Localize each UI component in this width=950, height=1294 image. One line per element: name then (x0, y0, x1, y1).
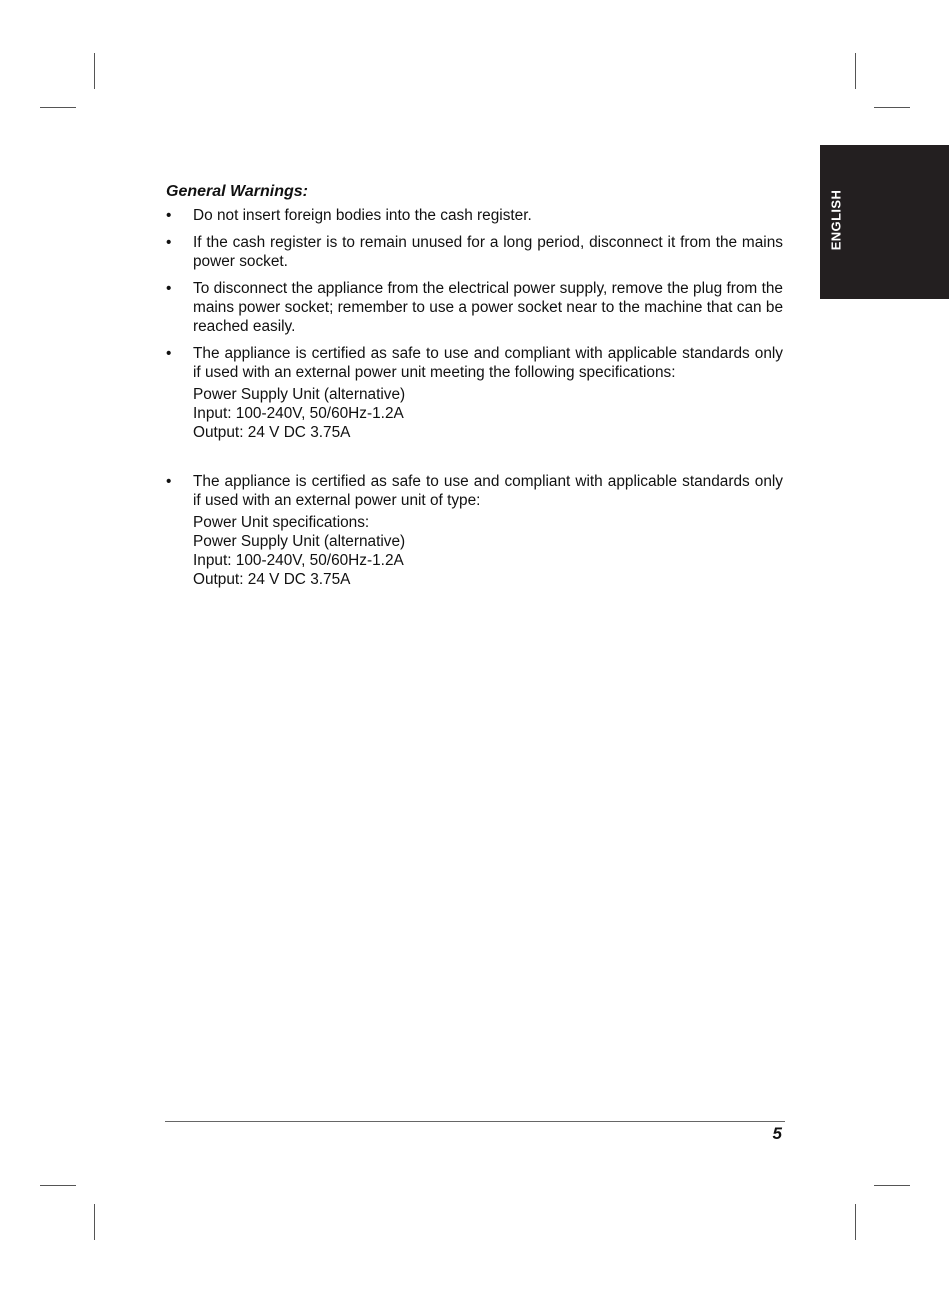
warning-text: If the cash register is to remain unused for a long period, disconnect it from the mains power socket. (193, 234, 783, 270)
footer-rule (165, 1121, 785, 1122)
crop-mark-bottom-right-horizontal (874, 1185, 910, 1186)
warning-item (166, 233, 783, 271)
crop-mark-top-left-vertical (94, 53, 95, 89)
crop-mark-bottom-left-horizontal (40, 1185, 76, 1186)
spec-line: Power Unit specifications: (193, 514, 370, 531)
bullet-icon: • (166, 280, 172, 297)
warning-item (166, 279, 783, 336)
spec-line: Input: 100-240V, 50/60Hz-1.2A (193, 552, 404, 569)
warning-text: To disconnect the appliance from the electrical power supply, remove the plug from the mains power socket; remember to use a power socket near to the machine that can be reached easily. (193, 280, 783, 335)
spec-line: Output: 24 V DC 3.75A (193, 571, 351, 588)
bullet-icon: • (166, 473, 172, 490)
warnings-list (166, 206, 783, 589)
bullet-icon: • (166, 234, 172, 251)
power-spec-block (193, 385, 783, 442)
section-title: General Warnings: (166, 183, 308, 200)
spec-line: Output: 24 V DC 3.75A (193, 424, 351, 441)
warning-text: Do not insert foreign bodies into the cash register. (193, 207, 532, 224)
crop-mark-top-right-vertical (855, 53, 856, 89)
spec-line: Power Supply Unit (alternative) (193, 386, 406, 403)
warning-item (166, 206, 783, 225)
warning-item (166, 472, 783, 589)
spec-line: Input: 100-240V, 50/60Hz-1.2A (193, 405, 404, 422)
crop-mark-bottom-left-vertical (94, 1204, 95, 1240)
power-spec-block (193, 513, 783, 589)
crop-mark-bottom-right-vertical (855, 1204, 856, 1240)
page-number: 5 (772, 1124, 782, 1143)
bullet-icon: • (166, 207, 172, 224)
general-warnings-section (166, 181, 783, 597)
warning-item (166, 344, 783, 442)
bullet-icon: • (166, 345, 172, 362)
crop-mark-top-right-horizontal (874, 107, 910, 108)
spec-line: Power Supply Unit (alternative) (193, 533, 406, 550)
warning-text: The appliance is certified as safe to use and compliant with applicable standards only if used with an external power unit meeting the following specifications: (193, 345, 783, 381)
crop-mark-top-left-horizontal (40, 107, 76, 108)
language-tab-label: ENGLISH (828, 189, 844, 251)
warning-text: The appliance is certified as safe to use and compliant with applicable standards only if used with an external power unit of type: (193, 473, 783, 509)
